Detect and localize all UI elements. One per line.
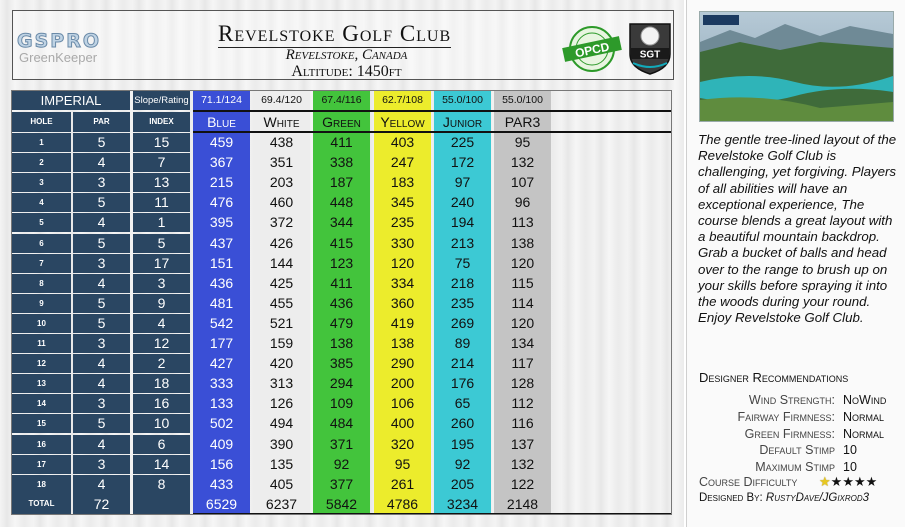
course-title: Revelstoke Golf Club bbox=[218, 21, 452, 46]
table-cell: 112 bbox=[511, 395, 534, 412]
table-cell: 425 bbox=[269, 274, 294, 291]
designer-name: RustyDave/JGixrod3 bbox=[765, 492, 870, 504]
table-cell: 195 bbox=[450, 435, 475, 452]
table-cell: 5 bbox=[73, 294, 130, 313]
table-cell: 16 bbox=[133, 394, 190, 413]
table-cell: 333 bbox=[209, 375, 234, 392]
table-cell: 420 bbox=[269, 355, 294, 372]
table-cell: 1 bbox=[133, 213, 190, 232]
table-cell: 95 bbox=[394, 455, 411, 472]
table-cell: 5 bbox=[73, 234, 130, 253]
total-cell: 5842 bbox=[325, 496, 358, 512]
table-cell: 132 bbox=[510, 154, 535, 171]
svg-text:OPCD: OPCD bbox=[573, 39, 611, 61]
star-filled-icon: ★ bbox=[819, 474, 831, 489]
table-cell: 13 bbox=[12, 374, 71, 393]
table-cell: 437 bbox=[209, 234, 234, 251]
table-cell: 120 bbox=[390, 254, 415, 271]
table-cell: 10 bbox=[133, 414, 190, 433]
table-cell: 12 bbox=[133, 334, 190, 353]
recommendation-label: Maximum Stimp bbox=[755, 460, 835, 474]
table-cell: 3 bbox=[73, 394, 130, 413]
table-cell: 484 bbox=[329, 415, 354, 432]
table-cell: 8 bbox=[12, 274, 71, 293]
table-cell: 4 bbox=[73, 374, 130, 393]
difficulty-stars bbox=[819, 473, 877, 490]
table-cell: 4 bbox=[73, 354, 130, 373]
tee-name: Junior bbox=[442, 114, 483, 130]
svg-text:SGT: SGT bbox=[639, 49, 661, 61]
recommendation-label: Green Firmness: bbox=[744, 427, 835, 441]
tee-slope-rating: 55.0/100 bbox=[502, 94, 543, 106]
difficulty-label: Course Difficulty bbox=[699, 475, 798, 489]
table-cell: 438 bbox=[269, 134, 294, 150]
table-cell: 4 bbox=[73, 435, 130, 454]
table-cell: 448 bbox=[329, 194, 354, 211]
tee-name: White bbox=[263, 114, 300, 130]
table-cell: 372 bbox=[269, 214, 294, 231]
table-cell: 215 bbox=[209, 174, 234, 191]
table-cell: 344 bbox=[329, 214, 354, 231]
index-column-header: INDEX bbox=[133, 112, 190, 132]
table-cell: 12 bbox=[12, 354, 71, 373]
table-cell: 385 bbox=[329, 355, 354, 372]
star-icon: ★ bbox=[842, 474, 854, 489]
table-cell: 240 bbox=[450, 194, 475, 211]
table-cell: 172 bbox=[450, 154, 475, 171]
table-cell: 427 bbox=[209, 355, 234, 372]
table-cell: 123 bbox=[329, 254, 354, 271]
slope-rating-label: Slope/Rating bbox=[133, 91, 190, 110]
table-cell: 426 bbox=[269, 234, 294, 251]
table-cell: 128 bbox=[510, 375, 535, 392]
recommendation-value: Normal bbox=[843, 410, 885, 424]
table-cell: 5 bbox=[12, 213, 71, 232]
gspro-logo: GSPRO bbox=[17, 30, 101, 52]
table-cell: 9 bbox=[12, 294, 71, 313]
table-cell: 351 bbox=[269, 154, 294, 171]
table-cell: 330 bbox=[390, 234, 415, 251]
total-cell: 3234 bbox=[446, 496, 479, 512]
table-cell: 521 bbox=[269, 314, 294, 331]
table-cell: 134 bbox=[510, 335, 535, 351]
greenkeeper-logo: GreenKeeper bbox=[19, 50, 98, 65]
table-cell: 502 bbox=[209, 415, 234, 432]
table-cell: 4 bbox=[73, 213, 130, 232]
table-cell: 247 bbox=[390, 154, 415, 171]
table-cell: 107 bbox=[510, 174, 535, 191]
course-description: The gentle tree-lined layout of the Revelstoke Golf Club is challenging, yet forgiving. Players of all abilities will have an exceptional experience, The course blends a great layout with a beautiful mountain backdrop. Grab a bucket of balls and head over to the range to brush up on your skills before spraying it into the woods during your round. Enjoy Revelstoke Golf Club. bbox=[698, 132, 897, 326]
table-cell: 15 bbox=[12, 414, 71, 433]
table-cell: 367 bbox=[209, 154, 234, 171]
table-cell: 117 bbox=[511, 355, 534, 372]
recommendation-label: Default Stimp bbox=[759, 443, 835, 457]
table-cell: 320 bbox=[390, 435, 415, 452]
table-cell: 92 bbox=[333, 455, 350, 472]
table-cell: 411 bbox=[330, 134, 353, 150]
table-cell: 476 bbox=[209, 194, 234, 211]
table-cell: 144 bbox=[269, 254, 294, 271]
course-location: Revelstoke, Canada bbox=[285, 47, 408, 63]
table-cell: 187 bbox=[329, 174, 354, 191]
table-cell: 3 bbox=[12, 173, 71, 192]
course-altitude: Altitude: 1450ft bbox=[291, 63, 402, 80]
table-cell: 3 bbox=[73, 173, 130, 192]
table-cell: 137 bbox=[510, 435, 535, 452]
table-cell: 135 bbox=[269, 455, 294, 472]
table-cell: 4 bbox=[73, 274, 130, 293]
table-cell: 205 bbox=[450, 475, 475, 492]
table-cell: 455 bbox=[269, 294, 294, 311]
table-cell: 261 bbox=[390, 475, 415, 492]
table-cell: 96 bbox=[514, 194, 531, 211]
table-cell: 459 bbox=[209, 134, 234, 150]
table-cell: 14 bbox=[12, 394, 71, 413]
total-cell: 2148 bbox=[506, 496, 539, 512]
table-cell: 115 bbox=[511, 274, 534, 291]
table-cell: 409 bbox=[209, 435, 234, 452]
tee-name: Blue bbox=[207, 114, 236, 130]
table-cell: 360 bbox=[390, 294, 415, 311]
table-cell: 411 bbox=[330, 274, 353, 291]
table-cell: 5 bbox=[73, 314, 130, 333]
table-cell: 18 bbox=[12, 475, 71, 494]
designer-label: Designed By: bbox=[699, 492, 763, 504]
table-cell: 5 bbox=[133, 234, 190, 253]
table-cell: 132 bbox=[510, 455, 535, 472]
table-cell: 436 bbox=[209, 274, 234, 291]
hole-column-header: HOLE bbox=[12, 112, 71, 132]
table-cell: 371 bbox=[329, 435, 354, 452]
table-cell: 460 bbox=[269, 194, 294, 211]
star-icon: ★ bbox=[853, 474, 866, 489]
table-cell: 542 bbox=[209, 314, 234, 331]
table-cell: 290 bbox=[390, 355, 415, 372]
table-cell: 494 bbox=[269, 415, 294, 432]
table-cell: 225 bbox=[450, 134, 475, 150]
table-cell: 156 bbox=[209, 455, 234, 472]
recommendation-value: Normal bbox=[843, 427, 885, 441]
table-cell: 11 bbox=[133, 193, 190, 212]
table-cell: 10 bbox=[12, 314, 71, 333]
course-info-panel bbox=[686, 0, 905, 527]
recommendation-row bbox=[699, 392, 899, 409]
table-cell: 6 bbox=[133, 435, 190, 454]
recommendation-value: 10 bbox=[843, 443, 857, 457]
table-cell: 13 bbox=[133, 173, 190, 192]
total-cell: 4786 bbox=[386, 496, 419, 512]
table-cell: 2 bbox=[12, 153, 71, 172]
table-cell: 159 bbox=[269, 335, 294, 351]
table-cell: 120 bbox=[510, 254, 535, 271]
table-cell: 3 bbox=[73, 254, 130, 273]
table-cell: 2 bbox=[133, 354, 190, 373]
table-cell: 214 bbox=[450, 355, 475, 372]
table-cell: 433 bbox=[209, 475, 234, 492]
table-cell: 138 bbox=[390, 335, 415, 351]
table-cell: 3 bbox=[133, 274, 190, 293]
table-cell: 1 bbox=[12, 133, 71, 152]
table-cell: 122 bbox=[510, 475, 535, 492]
table-cell: 5 bbox=[73, 193, 130, 212]
table-frame bbox=[11, 90, 672, 515]
tee-name: Yellow bbox=[380, 114, 425, 130]
imperial-label: IMPERIAL bbox=[12, 91, 130, 110]
table-cell: 17 bbox=[133, 254, 190, 273]
table-cell: 106 bbox=[390, 395, 415, 412]
table-cell: 4 bbox=[73, 475, 130, 494]
table-cell: 16 bbox=[12, 435, 71, 454]
table-cell: 138 bbox=[329, 335, 354, 351]
total-cell: 72 bbox=[73, 494, 130, 514]
table-cell: 18 bbox=[133, 374, 190, 393]
table-cell: 5 bbox=[73, 414, 130, 433]
tee-slope-rating: 67.4/116 bbox=[321, 94, 362, 106]
table-cell: 395 bbox=[209, 214, 234, 231]
table-cell: 14 bbox=[133, 455, 190, 474]
recommendation-label: Wind Strength: bbox=[748, 393, 835, 407]
table-cell: 65 bbox=[454, 395, 471, 412]
designer-credit bbox=[699, 492, 869, 504]
star-icon: ★ bbox=[830, 474, 843, 489]
table-cell: 75 bbox=[454, 254, 471, 271]
table-cell: 151 bbox=[209, 254, 234, 271]
table-cell: 116 bbox=[511, 415, 534, 432]
table-cell: 419 bbox=[390, 314, 415, 331]
table-cell: 4 bbox=[12, 193, 71, 212]
table-cell: 260 bbox=[450, 415, 475, 432]
table-cell: 415 bbox=[329, 234, 354, 251]
table-cell: 4 bbox=[73, 153, 130, 172]
tee-slope-rating: 55.0/100 bbox=[442, 94, 483, 106]
recommendation-row bbox=[699, 442, 899, 459]
table-cell: 8 bbox=[133, 475, 190, 494]
recommendation-value: 10 bbox=[843, 460, 857, 474]
table-cell: 345 bbox=[390, 194, 415, 211]
sgt-shield-icon bbox=[627, 18, 673, 76]
table-cell: 3 bbox=[73, 334, 130, 353]
table-cell: 269 bbox=[450, 314, 475, 331]
course-difficulty-row bbox=[699, 474, 899, 491]
par-column-header: PAR bbox=[73, 112, 130, 132]
table-cell: 436 bbox=[329, 294, 354, 311]
table-cell: 235 bbox=[390, 214, 415, 231]
opcd-badge-icon bbox=[561, 25, 623, 73]
table-cell: 15 bbox=[133, 133, 190, 152]
table-cell: 4 bbox=[133, 314, 190, 333]
table-cell: 114 bbox=[511, 294, 534, 311]
course-aerial-photo bbox=[699, 11, 894, 122]
designer-recommendations-title: Designer Recommendations bbox=[699, 370, 849, 385]
table-cell: 138 bbox=[510, 234, 535, 251]
recommendation-value: NoWind bbox=[843, 393, 887, 407]
table-cell: 17 bbox=[12, 455, 71, 474]
table-cell: 213 bbox=[450, 234, 475, 251]
table-cell: 109 bbox=[329, 395, 354, 412]
table-cell: 194 bbox=[450, 214, 475, 231]
table-cell: 113 bbox=[511, 214, 534, 231]
table-cell: 11 bbox=[12, 334, 71, 353]
table-cell: 183 bbox=[390, 174, 415, 191]
table-cell: 133 bbox=[209, 395, 234, 412]
tee-slope-rating: 69.4/120 bbox=[261, 94, 302, 106]
table-cell: 294 bbox=[329, 375, 354, 392]
table-cell: 218 bbox=[450, 274, 475, 291]
table-cell: 479 bbox=[329, 314, 354, 331]
table-cell: 203 bbox=[269, 174, 294, 191]
table-cell: 334 bbox=[390, 274, 415, 291]
recommendation-row bbox=[699, 426, 899, 443]
table-cell: 200 bbox=[390, 375, 415, 392]
table-cell: 7 bbox=[133, 153, 190, 172]
table-cell: 89 bbox=[454, 335, 471, 351]
table-cell: 313 bbox=[269, 375, 294, 392]
table-cell: 7 bbox=[12, 254, 71, 273]
tee-name: Green bbox=[322, 114, 361, 130]
table-cell: 3 bbox=[73, 455, 130, 474]
table-cell: 5 bbox=[73, 133, 130, 152]
table-cell: 481 bbox=[209, 294, 234, 311]
tee-name: PAR3 bbox=[504, 114, 541, 130]
table-cell: 120 bbox=[510, 314, 535, 331]
table-cell: 97 bbox=[454, 174, 471, 191]
table-cell: 126 bbox=[269, 395, 294, 412]
total-cell: 6529 bbox=[205, 496, 238, 512]
total-label: TOTAL bbox=[12, 494, 71, 514]
table-cell: 400 bbox=[390, 415, 415, 432]
table-cell: 95 bbox=[514, 134, 531, 150]
table-cell: 9 bbox=[133, 294, 190, 313]
total-cell: 6237 bbox=[265, 496, 298, 512]
table-cell: 6 bbox=[12, 234, 71, 253]
table-cell: 403 bbox=[390, 134, 415, 150]
course-header bbox=[12, 10, 674, 80]
table-cell: 338 bbox=[329, 154, 354, 171]
recommendation-row bbox=[699, 409, 899, 426]
tee-slope-rating: 71.1/124 bbox=[201, 94, 242, 106]
table-cell: 390 bbox=[269, 435, 294, 452]
table-cell: 177 bbox=[209, 335, 234, 351]
tee-slope-rating: 62.7/108 bbox=[382, 94, 423, 106]
table-cell: 235 bbox=[450, 294, 475, 311]
table-cell: 92 bbox=[454, 455, 471, 472]
table-cell: 176 bbox=[450, 375, 475, 392]
star-icon: ★ bbox=[865, 474, 878, 489]
recommendation-label: Fairway Firmness: bbox=[737, 410, 835, 424]
table-cell: 377 bbox=[329, 475, 354, 492]
table-cell: 405 bbox=[269, 475, 294, 492]
